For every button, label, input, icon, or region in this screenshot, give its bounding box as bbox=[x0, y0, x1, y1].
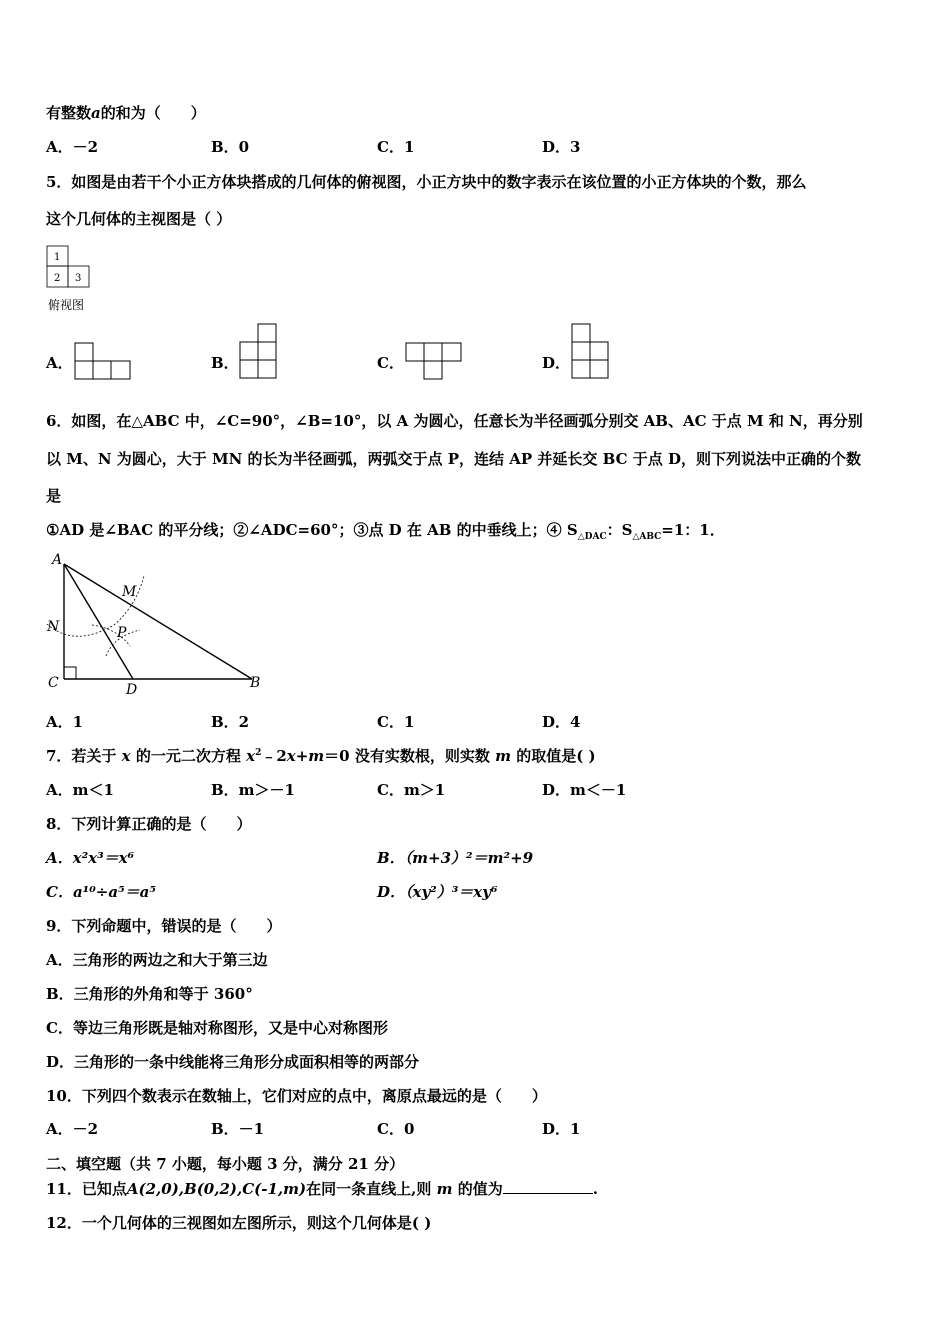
label-b: B bbox=[250, 675, 261, 691]
q11-answer-blank[interactable] bbox=[503, 1181, 593, 1194]
q10-option-b[interactable]: B．－1 bbox=[211, 1120, 265, 1138]
q7-option-d[interactable]: D．m＜－1 bbox=[542, 781, 627, 799]
q5-top-view-caption: 俯视图 bbox=[48, 298, 85, 312]
q6-triangle-figure bbox=[44, 548, 269, 698]
q5-stem-line1: 5．如图是由若干个小正方体块搭成的几何体的俯视图，小正方块中的数字表示在该位置的小正方体块的个数，那么 bbox=[46, 173, 807, 191]
q4-option-a[interactable]: A．－2 bbox=[46, 138, 99, 156]
q7-option-a[interactable]: A．m＜1 bbox=[46, 781, 114, 799]
q4-option-c[interactable]: C．1 bbox=[377, 138, 415, 156]
q4-option-d[interactable]: D．3 bbox=[542, 138, 581, 156]
q6-option-d[interactable]: D．4 bbox=[542, 713, 581, 731]
label-c: C bbox=[48, 675, 59, 691]
q6-statements: ①AD 是∠BAC 的平分线；②∠ADC=60°；③点 D 在 AB 的中垂线上；④ $S_{\triangle DAC}$：$S_{\triangle ABC}=1$：1． bbox=[46, 521, 725, 542]
q6-option-b[interactable]: B．2 bbox=[211, 713, 250, 731]
q5-option-c-figure[interactable] bbox=[405, 342, 463, 380]
q5-option-b-figure[interactable] bbox=[239, 323, 279, 381]
q10-option-a[interactable]: A．－2 bbox=[46, 1120, 99, 1138]
top-view-cell-2: 2 bbox=[54, 273, 61, 284]
q8-option-d[interactable]: D．（xy²）³＝xy⁶ bbox=[377, 883, 498, 901]
q4-stem-tail: 有整数a的和为（ ） bbox=[46, 104, 206, 122]
q10-option-c[interactable]: C．0 bbox=[377, 1120, 415, 1138]
q9-option-b[interactable]: B．三角形的外角和等于 360° bbox=[46, 985, 253, 1003]
q4-option-b[interactable]: B．0 bbox=[211, 138, 250, 156]
q6-option-a[interactable]: A．1 bbox=[46, 713, 84, 731]
q12-stem: 12．一个几何体的三视图如左图所示，则这个几何体是( ) bbox=[46, 1214, 432, 1232]
q7-option-b[interactable]: B．m＞－1 bbox=[211, 781, 295, 799]
q6-stem-line3: 是 bbox=[46, 487, 62, 505]
q9-option-d[interactable]: D．三角形的一条中线能将三角形分成面积相等的两部分 bbox=[46, 1053, 420, 1071]
q6-option-c[interactable]: C．1 bbox=[377, 713, 415, 731]
q8-option-c[interactable]: C．a¹⁰÷a⁵＝a⁵ bbox=[46, 883, 156, 901]
q5-option-c[interactable]: C． bbox=[377, 354, 404, 372]
top-view-cell-3: 3 bbox=[75, 273, 82, 284]
q5-option-b[interactable]: B． bbox=[211, 354, 239, 372]
q7-option-c[interactable]: C．m＞1 bbox=[377, 781, 446, 799]
q9-option-a[interactable]: A．三角形的两边之和大于第三边 bbox=[46, 951, 268, 969]
q5-option-a-figure[interactable] bbox=[74, 342, 132, 380]
q8-stem: 8．下列计算正确的是（ ） bbox=[46, 815, 252, 833]
label-d: D bbox=[126, 682, 138, 698]
label-n: N bbox=[47, 619, 60, 635]
q6-stem-line2: 以 M、N 为圆心，大于 MN 的长为半径画弧，两弧交于点 P，连结 AP 并延长交 BC 于点 D，则下列说法中正确的个数 bbox=[46, 450, 861, 468]
label-p: P bbox=[117, 625, 127, 641]
q5-option-d-figure[interactable] bbox=[571, 323, 611, 381]
q8-option-b[interactable]: B．（m+3）²＝m²+9 bbox=[377, 849, 534, 867]
q9-stem: 9．下列命题中，错误的是（ ） bbox=[46, 917, 282, 935]
q11-stem: 11．已知点A(2,0),B(0,2),C(-1,m)在同一条直线上,则 m 的值为 . bbox=[46, 1180, 598, 1198]
q7-stem: 7．若关于 x 的一元二次方程 $x^2﹣2x+m=0$ 没有实数根，则实数 m 的取值是( ) bbox=[46, 747, 596, 765]
q6-stem-line1: 6．如图，在△ABC 中，∠C=90°，∠B=10°，以 A 为圆心，任意长为半径画弧分别交 AB、AC 于点 M 和 N，再分别 bbox=[46, 412, 863, 430]
q5-top-view-figure bbox=[46, 245, 92, 289]
section-2-title: 二、填空题（共 7 小题，每小题 3 分，满分 21 分） bbox=[46, 1155, 405, 1173]
q10-stem: 10．下列四个数表示在数轴上，它们对应的点中，离原点最远的是（ ） bbox=[46, 1087, 547, 1105]
q10-option-d[interactable]: D．1 bbox=[542, 1120, 581, 1138]
q5-stem-line2: 这个几何体的主视图是（ ） bbox=[46, 210, 232, 228]
q9-option-c[interactable]: C．等边三角形既是轴对称图形，又是中心对称图形 bbox=[46, 1019, 388, 1037]
label-m: M bbox=[122, 584, 137, 600]
q5-option-d[interactable]: D． bbox=[542, 354, 571, 372]
top-view-cell-1: 1 bbox=[54, 252, 61, 263]
q5-option-a[interactable]: A． bbox=[46, 354, 73, 372]
label-a: A bbox=[52, 552, 63, 568]
q8-option-a[interactable]: A．x²x³＝x⁶ bbox=[46, 849, 135, 867]
